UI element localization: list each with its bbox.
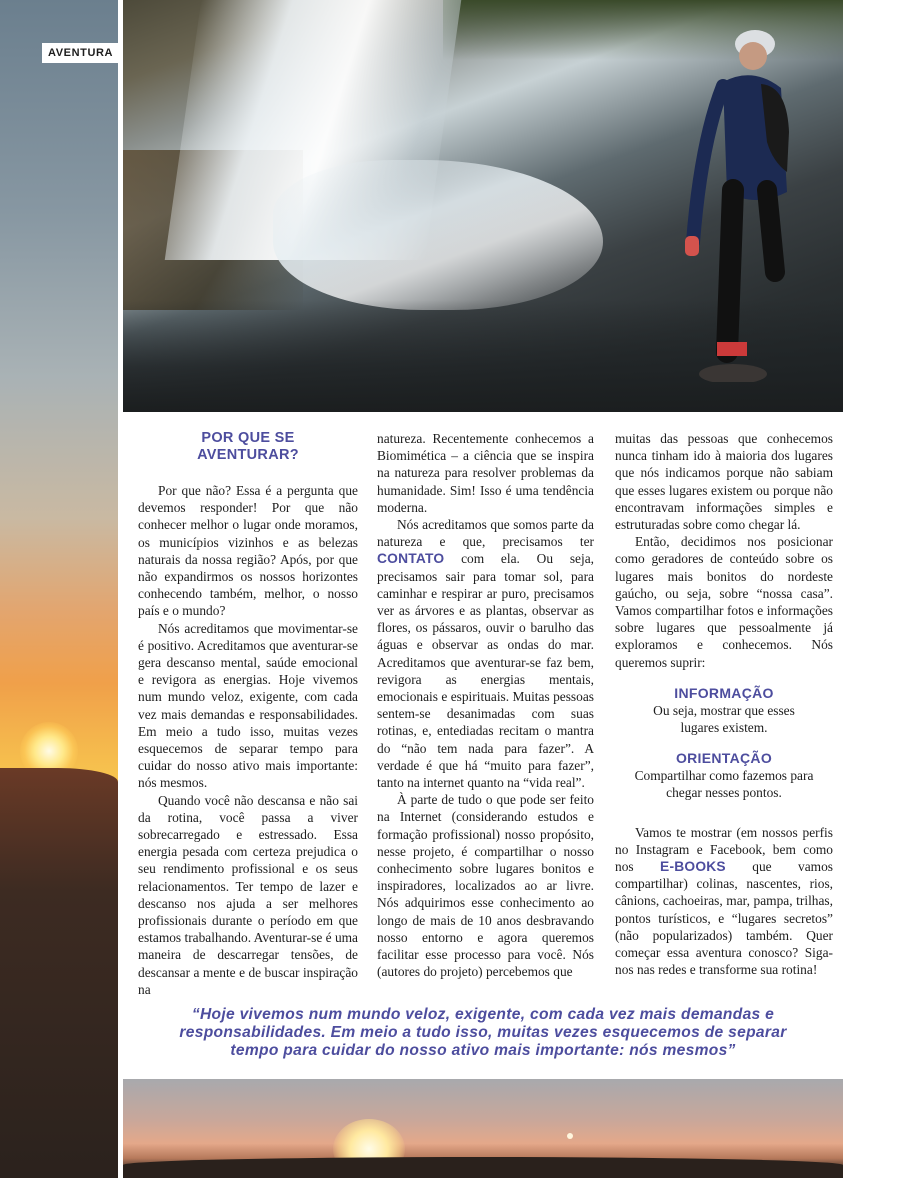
highlight-ebooks: E-BOOKS xyxy=(660,859,726,875)
pull-quote-line: responsabilidades. Em meio a tudo isso, muitas vezes esquecemos de separar xyxy=(179,1024,787,1041)
heading-line-2: AVENTURAR? xyxy=(197,447,299,463)
sunset-photo xyxy=(123,1079,843,1178)
text-column-2 xyxy=(377,430,594,981)
paragraph: Quando você não descansa e não sai da rotina, você passa a viver sobrecarregado e estressado. Essa energia pesada com certeza prejudica o seu rendimento profissional e os seus relacionamentos. Ter tempo de lazer e descanso nos ajuda a ser melhores profissionais durante o período em que estamos trabalhando. Aventurar-se é uma maneira de descarregar tensões, de descansar a mente e de buscar inspiração na xyxy=(138,792,358,997)
paragraph: Por que não? Essa é a pergunta que devemos responder! Por que não conhecer melhor o lugar onde moramos, os municípios vizinhos e as belezas naturais da nossa região? Após, por que não expandirmos os nossos horizontes conhecendo também, melhor, o nosso país e o mundo? xyxy=(138,483,358,619)
highlight-contato: CONTATO xyxy=(377,551,445,567)
paragraph: Nós acreditamos que movimentar-se é positivo. Acreditamos que aventurar-se gera descanso mental, saúde emocional e revigora as energias. Hoje vivemos num mundo veloz, exigente, com cada vez mais demandas e responsabilidades. Em meio a tudo isso, muitas vezes esquecemos de separar tempo para cuidar do nosso ativo mais importante: nós mesmos. xyxy=(138,620,358,791)
orient-text: Compartilhar como fazemos para chegar nesses pontos. xyxy=(634,768,814,801)
paragraph: Então, decidimos nos posicionar como geradores de conteúdo sobre os lugares mais bonitos do nordeste gaúcho, ou seja, sobre “nossa casa”. Vamos compartilhar fotos e informações sobre lugares que pessoalmente já exploramos e conhecemos. Nós queremos suprir: xyxy=(615,534,833,670)
section-heading xyxy=(138,430,358,464)
paragraph-text: Nós acreditamos que somos parte da natureza e que, precisamos ter xyxy=(377,517,594,550)
orient-heading: ORIENTAÇÃO xyxy=(675,750,773,767)
pull-quote-line: “Hoje vivemos num mundo veloz, exigente, com cada vez mais demandas e xyxy=(191,1006,775,1023)
info-heading: INFORMAÇÃO xyxy=(674,684,774,701)
paragraph: À parte de tudo o que pode ser feito na Internet (considerando estudos e formação profissional) nosso propósito, nesse projeto, é compartilhar o nosso conhecimento sobre lugares bonitos e inspiradores, localizados ao ar livre. Nós adquirimos esse conhecimento ao longo de mais de 10 anos desbravando nosso entorno e agora queremos facilitar esse processo para você. Nós (autores do projeto) percebemos que xyxy=(377,792,594,980)
side-sunset-photo xyxy=(0,0,118,1178)
paragraph-text: que vamos compartilhar) colinas, nascentes, rios, cânions, cachoeiras, mar, pampa, trilhas, pontos turísticos, e “lugares secretos” (não popularizados) também. Quer começar essa aventura conosco? Siga-nos nas redes e transforme sua rotina! xyxy=(615,859,834,978)
spacer xyxy=(615,671,833,685)
pull-quote-line: tempo para cuidar do nosso ativo mais importante: nós mesmos” xyxy=(230,1042,736,1059)
heading-line-1: POR QUE SE xyxy=(201,430,295,446)
spacer xyxy=(615,802,833,824)
water-spill xyxy=(273,160,603,310)
paragraph-text: com ela. Ou seja, precisamos sair para tomar sol, para caminhar e respirar ar puro, precisamos ver as árvores e as plantas, observar as flores, os pássaros, ouvir o barulho das águas e observar as ondas do mar. Acreditamos que aventurar-se faz bem, revigora as energias mentais, emocionais e espirituais. Muitas pessoas sentem-se desanimadas com suas rotinas, e, entediadas recitam o mantra do “não tem nada para fazer”. A verdade é que há “muito para fazer”, tanto na internet quanto na “vida real”. xyxy=(377,551,594,791)
horizon-ground xyxy=(123,1157,843,1178)
paragraph xyxy=(377,516,594,791)
spacer xyxy=(615,736,833,750)
paragraph-text: Vamos te mostrar (em nossos perfis no Instagram e Facebook, bem como nos xyxy=(615,824,833,875)
paragraph: natureza. Recentemente conhecemos a Biomimética – a ciência que se inspira na natureza para resolver problemas da humanidade. Sim! Isso é uma tendência moderna. xyxy=(377,431,594,515)
moon xyxy=(567,1133,573,1139)
hiker-figure xyxy=(683,22,793,382)
text-column-3 xyxy=(615,430,833,978)
paragraph xyxy=(615,824,833,979)
hero-waterfall-photo xyxy=(123,0,843,412)
info-text: Ou seja, mostrar que esses lugares existem. xyxy=(653,702,795,736)
dark-hill xyxy=(0,768,118,1178)
paragraph: muitas das pessoas que conhecemos nunca tinham ido à maioria dos lugares que nós indicamos porque não sabiam que esses lugares existem ou porque não encontravam informações simples e estruturadas sobre como chegar lá. xyxy=(615,431,833,533)
text-column-1 xyxy=(138,430,358,998)
section-tag: AVENTURA xyxy=(42,43,119,63)
pull-quote xyxy=(123,1006,843,1060)
